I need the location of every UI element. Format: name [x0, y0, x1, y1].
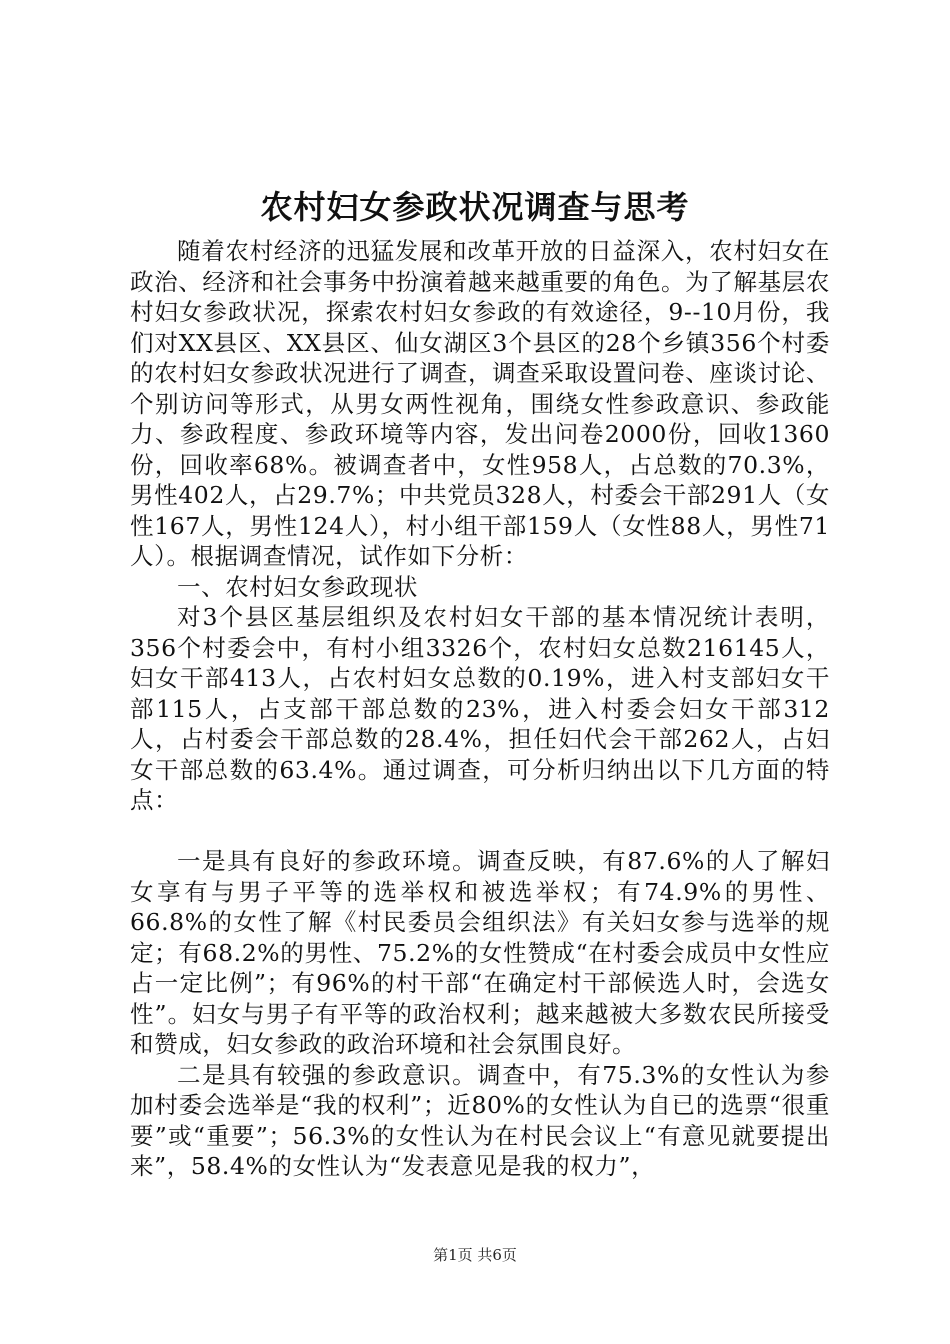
- paragraph-intro: 随着农村经济的迅猛发展和改革开放的日益深入，农村妇女在政治、经济和社会事务中扮演着越来越重要的角色。为了解基层农村妇女参政状况，探索农村妇女参政的有效途径，9--10月份，我们对XX县区、XX县区、仙女湖区3个县区的28个乡镇356个村委的农村妇女参政状况进行了调查，调查采取设置问卷、座谈讨论、个别访问等形式，从男女两性视角，围绕女性参政意识、参政能力、参政程度、参政环境等内容，发出问卷2000份，回收1360份，回收率68%。被调查者中，女性958人，占总数的70.3%，男性402人，占29.7%；中共党员328人，村委会干部291人（女性167人，男性124人），村小组干部159人（女性88人，男性71人）。根据调查情况，试作如下分析：: [130, 237, 830, 570]
- document-title: 农村妇女参政状况调查与思考: [260, 188, 690, 226]
- page-number-footer: 第1页 共6页: [433, 1246, 517, 1264]
- paragraph-point-two: 二是具有较强的参政意识。调查中，有75.3%的女性认为参加村委会选举是“我的权利”；近80%的女性认为自已的选票“很重要”或“重要”；56.3%的女性认为在村民会议上“有意见就要提出来”，58.4%的女性认为“发表意见是我的权力”，: [130, 1060, 830, 1180]
- paragraph-statistics: 对3个县区基层组织及农村妇女干部的基本情况统计表明，356个村委会中，有村小组3326个，农村妇女总数216145人，妇女干部413人，占农村妇女总数的0.19%，进入村支部妇女干部115人，占支部干部总数的23%，进入村委会妇女干部312人，占村委会干部总数的28.4%，担任妇代会干部262人，占妇女干部总数的63.4%。通过调查，可分析归纳出以下几方面的特点：: [130, 603, 830, 814]
- section-heading: 一、农村妇女参政现状: [177, 572, 418, 601]
- document-body: [130, 236, 830, 1182]
- paragraph-point-one: 一是具有良好的参政环境。调查反映，有87.6%的人了解妇女享有与男子平等的选举权和被选举权；有74.9%的男性、66.8%的女性了解《村民委员会组织法》有关妇女参与选举的规定；有68.2%的男性、75.2%的女性赞成“在村委会成员中女性应占一定比例”；有96%的村干部“在确定村干部候选人时，会选女性”。妇女与男子有平等的政治权利；越来越被大多数农民所接受和赞成，妇女参政的政治环境和社会氛围良好。: [130, 847, 830, 1058]
